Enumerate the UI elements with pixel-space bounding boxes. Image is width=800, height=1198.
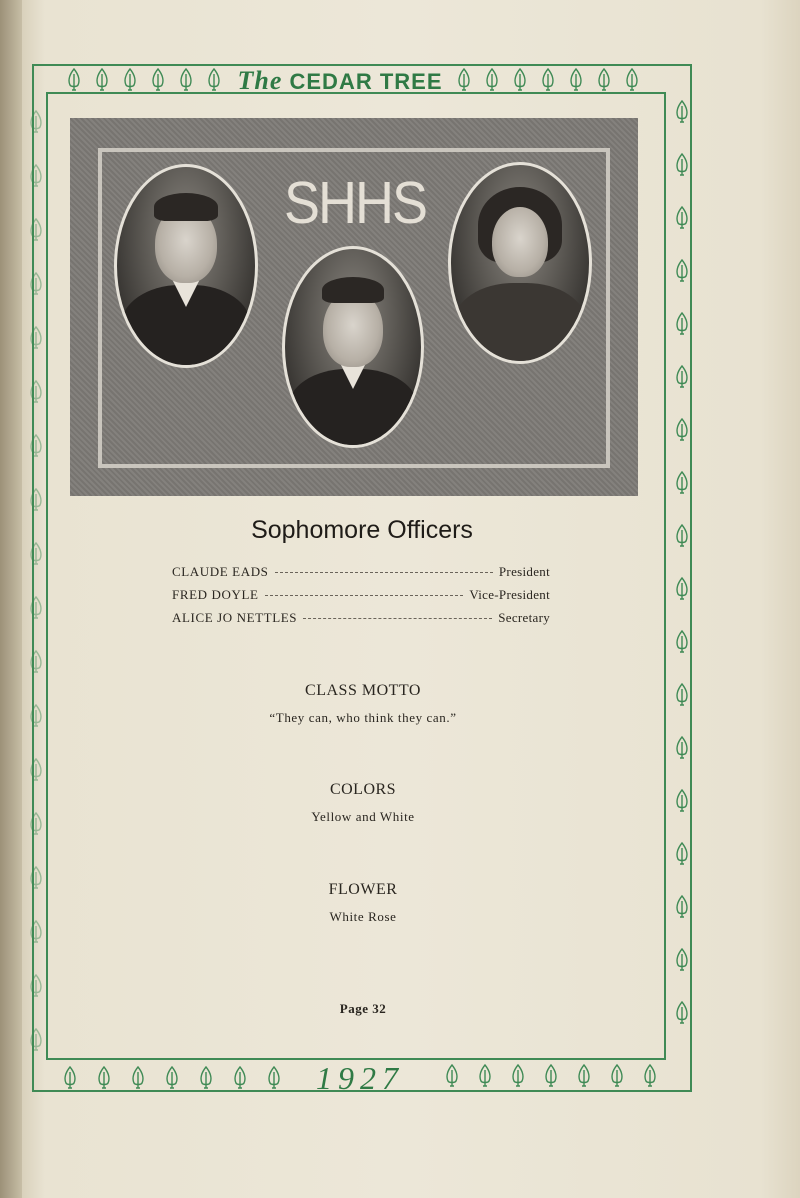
cedar-tree-icon <box>28 650 44 674</box>
cedar-tree-icon <box>674 312 690 336</box>
leader-dots <box>265 595 464 596</box>
cedar-tree-icon <box>28 974 44 998</box>
cedar-tree-icon <box>674 206 690 230</box>
officer-row <box>172 610 550 628</box>
cedar-tree-icon <box>674 577 690 601</box>
cedar-tree-icon <box>28 218 44 242</box>
officer-row <box>172 564 550 582</box>
portrait-vice-president <box>282 246 424 448</box>
portrait-secretary <box>448 162 592 364</box>
school-monogram: SHHS <box>284 170 427 236</box>
flower-heading: FLOWER <box>328 881 398 898</box>
officer-name: CLAUDE EADS <box>172 564 269 579</box>
leader-dots <box>275 572 493 573</box>
cedar-tree-icon <box>28 434 44 458</box>
cedar-tree-icon <box>28 272 44 296</box>
colors-heading: COLORS <box>329 781 397 798</box>
officer-role: Secretary <box>498 610 550 625</box>
header-title: CEDAR TREE <box>289 69 443 94</box>
cedar-tree-icon <box>28 542 44 566</box>
cedar-tree-icon <box>596 68 612 92</box>
cedar-tree-icon <box>28 488 44 512</box>
cedar-tree-icon <box>28 1028 44 1052</box>
motto-heading: CLASS MOTTO <box>305 682 421 699</box>
cedar-tree-icon <box>674 736 690 760</box>
cedar-tree-icon <box>624 68 640 92</box>
footer-year: 1927 <box>316 1060 404 1096</box>
cedar-tree-icon <box>674 630 690 654</box>
cedar-tree-icon <box>28 326 44 350</box>
cedar-tree-icon <box>674 153 690 177</box>
page-number: Page 32 <box>339 1001 387 1016</box>
cedar-tree-icon <box>674 418 690 442</box>
cedar-tree-icon <box>122 68 138 92</box>
header-the: The <box>237 66 283 95</box>
officer-role: Vice-President <box>469 587 550 602</box>
cedar-tree-icon <box>512 68 528 92</box>
cedar-tree-icon <box>66 68 82 92</box>
motto-text: “They can, who think they can.” <box>269 710 457 725</box>
cedar-tree-icon <box>568 68 584 92</box>
colors-text: Yellow and White <box>311 809 415 824</box>
cedar-tree-icon <box>28 164 44 188</box>
cedar-tree-icon <box>28 758 44 782</box>
cedar-tree-icon <box>28 596 44 620</box>
cedar-tree-icon <box>674 100 690 124</box>
leader-dots <box>303 618 492 619</box>
cedar-tree-icon <box>456 68 472 92</box>
page-binding-edge <box>0 0 22 1198</box>
cedar-tree-icon <box>484 68 500 92</box>
cedar-tree-icon <box>674 948 690 972</box>
cedar-tree-icon <box>28 110 44 134</box>
cedar-tree-icon <box>674 365 690 389</box>
cedar-tree-icon <box>674 471 690 495</box>
officer-role: President <box>498 564 550 579</box>
cedar-tree-icon <box>178 68 194 92</box>
cedar-tree-icon <box>674 842 690 866</box>
officer-row <box>172 587 550 605</box>
cedar-tree-icon <box>150 68 166 92</box>
cedar-tree-icon <box>28 380 44 404</box>
portrait-president <box>114 164 258 368</box>
officer-name: ALICE JO NETTLES <box>172 610 298 625</box>
cedar-tree-icon <box>206 68 222 92</box>
flower-text: White Rose <box>329 909 397 924</box>
cedar-tree-icon <box>674 259 690 283</box>
cedar-tree-icon <box>540 68 556 92</box>
officer-name: FRED DOYLE <box>172 587 259 602</box>
cedar-tree-icon <box>94 68 110 92</box>
page-title: Sophomore Officers <box>251 516 473 544</box>
